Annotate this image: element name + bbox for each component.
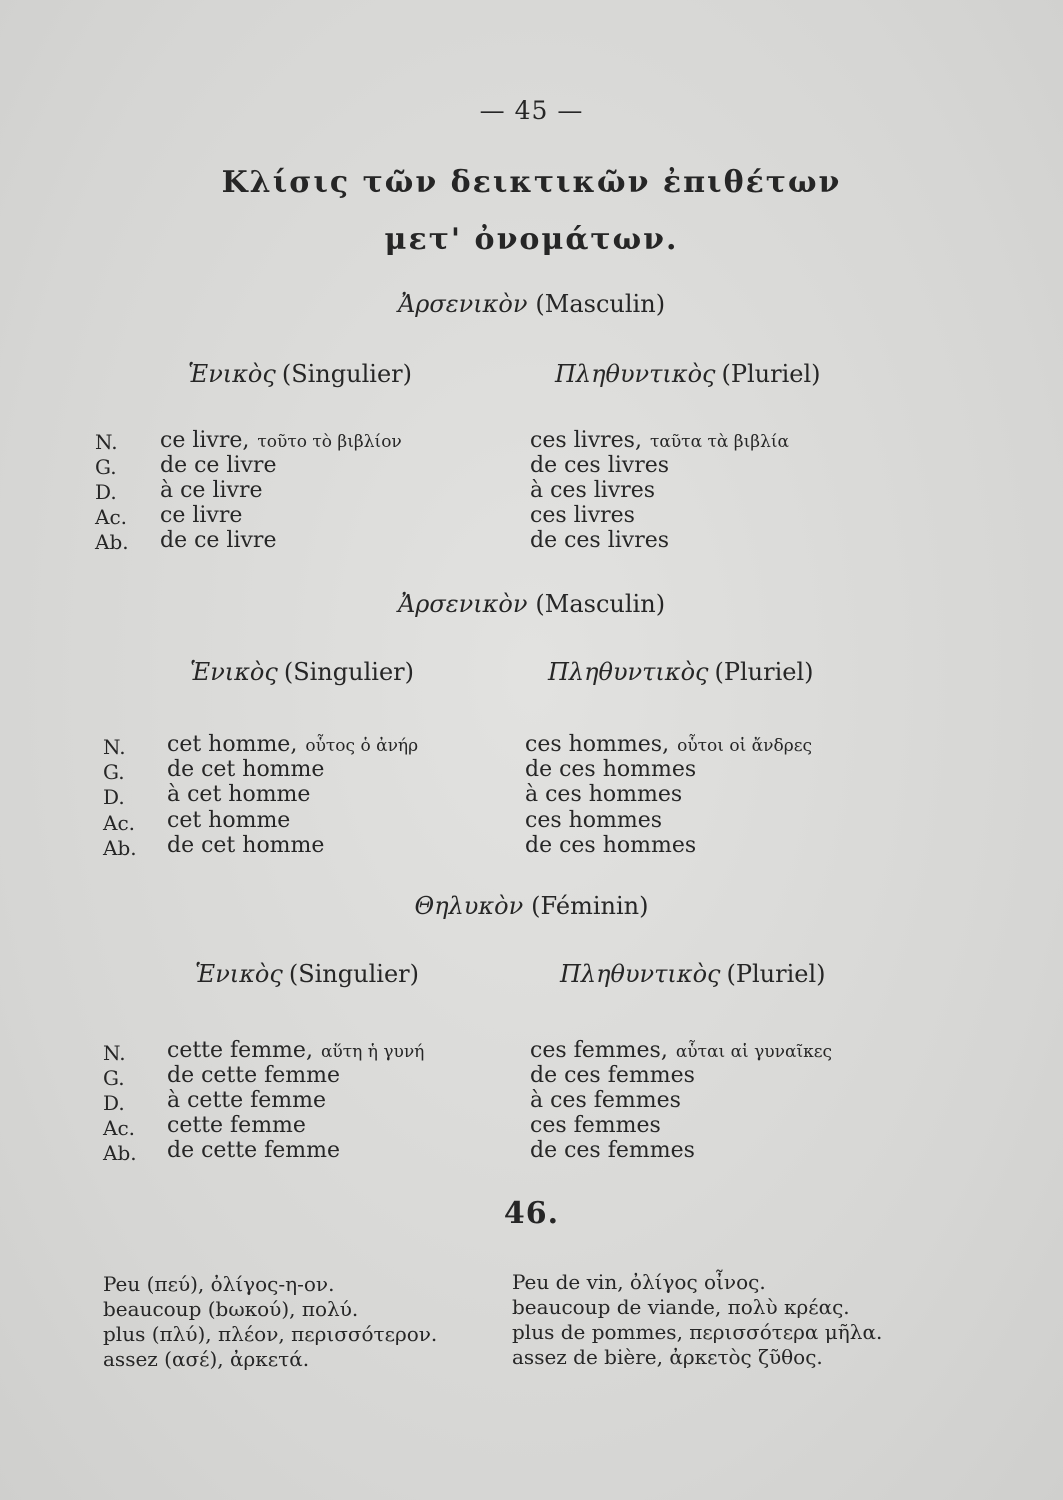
- singular-form: à ce livre: [160, 478, 263, 503]
- singular-form-text: ce livre,: [160, 428, 250, 453]
- plural-form: de ces livres: [530, 453, 670, 478]
- plural-greek-gloss: οὗτοι οἱ ἄνδρες: [677, 736, 813, 756]
- plural-form: de ces hommes: [525, 833, 697, 858]
- vocab-right-item: plus de pommes, περισσότερα μῆλα.: [512, 1320, 883, 1344]
- plural-form: [525, 732, 812, 757]
- section-3-singular-greek: Ἑνικὸς: [195, 960, 283, 988]
- section-2-plural-greek: Πληθυντικὸς: [548, 658, 709, 686]
- section-2-gender-heading: [0, 590, 1063, 618]
- section-1-gender-heading: [0, 290, 1063, 318]
- vocab-left-item: assez (ασέ), ἀρκετά.: [103, 1347, 310, 1371]
- singular-form: à cette femme: [167, 1088, 327, 1113]
- case-label: Ab.: [103, 836, 137, 860]
- page-number: — 45 —: [479, 96, 584, 125]
- plural-form: ces hommes: [525, 808, 663, 833]
- section-3-gender-heading: [0, 892, 1063, 920]
- plural-form: à ces livres: [530, 478, 656, 503]
- singular-form: de ce livre: [160, 453, 277, 478]
- case-label: Ab.: [95, 530, 129, 554]
- case-label: G.: [103, 760, 125, 784]
- page-title-line-2: μετ' ὀνομάτων.: [384, 222, 679, 257]
- section-3-plural-greek: Πληθυντικὸς: [560, 960, 721, 988]
- plural-form: de ces livres: [530, 528, 670, 553]
- section-2-singular-heading: [190, 658, 414, 686]
- singular-form: [160, 428, 402, 453]
- plural-form-text: ces femmes,: [530, 1038, 668, 1063]
- case-label: G.: [95, 455, 117, 479]
- section-1-plural-fr: (Pluriel): [721, 360, 821, 388]
- section-2-gender-fr: (Masculin): [535, 590, 666, 618]
- plural-form: ces livres: [530, 503, 635, 528]
- singular-form: cette femme: [167, 1113, 306, 1138]
- section-3-gender-fr: (Féminin): [531, 892, 649, 920]
- section-46-heading: 46.: [503, 1196, 560, 1231]
- plural-form: ces femmes: [530, 1113, 661, 1138]
- singular-form: de cet homme: [167, 833, 325, 858]
- section-1-plural-heading: [555, 360, 821, 388]
- plural-greek-gloss: ταῦτα τὰ βιβλία: [649, 432, 789, 452]
- case-label: D.: [103, 785, 125, 809]
- vocab-left-item: beaucoup (bωκού), πολύ.: [103, 1297, 359, 1321]
- section-1-singular-fr: (Singulier): [281, 360, 412, 388]
- case-label: D.: [103, 1091, 125, 1115]
- plural-form-text: ces hommes,: [525, 732, 670, 757]
- singular-greek-gloss: τοῦτο τὸ βιβλίον: [257, 432, 402, 452]
- section-2-singular-greek: Ἑνικὸς: [190, 658, 278, 686]
- plural-form: de ces hommes: [525, 757, 697, 782]
- singular-greek-gloss: αὕτη ἡ γυνή: [320, 1042, 425, 1062]
- section-1-gender-greek: Ἀρσενικὸν: [397, 290, 528, 318]
- section-2-plural-heading: [548, 658, 814, 686]
- singular-form: ce livre: [160, 503, 243, 528]
- plural-form: [530, 428, 789, 453]
- section-2-singular-fr: (Singulier): [283, 658, 414, 686]
- plural-form-text: ces livres,: [530, 428, 642, 453]
- section-3-plural-fr: (Pluriel): [726, 960, 826, 988]
- section-3-plural-heading: [560, 960, 826, 988]
- section-1-singular-greek: Ἑνικὸς: [188, 360, 276, 388]
- section-1-singular-heading: [188, 360, 412, 388]
- case-label: N.: [95, 430, 118, 454]
- singular-form: de cette femme: [167, 1138, 341, 1163]
- plural-form: de ces femmes: [530, 1063, 695, 1088]
- section-1-plural-greek: Πληθυντικὸς: [555, 360, 716, 388]
- case-label: N.: [103, 1041, 126, 1065]
- case-label: G.: [103, 1066, 125, 1090]
- singular-form-text: cet homme,: [167, 732, 298, 757]
- singular-form: de cet homme: [167, 757, 325, 782]
- section-1-gender-fr: (Masculin): [535, 290, 666, 318]
- section-3-singular-heading: [195, 960, 419, 988]
- case-label: Ab.: [103, 1141, 137, 1165]
- page-title-line-1: Κλίσις τῶν δεικτικῶν ἐπιθέτων: [221, 165, 842, 200]
- vocab-left-item: Peu (πεύ), ὀλίγος-η-ον.: [103, 1272, 335, 1296]
- vocab-left-item: plus (πλύ), πλέον, περισσότερον.: [103, 1322, 438, 1346]
- singular-form: à cet homme: [167, 782, 311, 807]
- section-2-gender-greek: Ἀρσενικὸν: [397, 590, 528, 618]
- singular-form: de cette femme: [167, 1063, 341, 1088]
- plural-form: [530, 1038, 832, 1063]
- singular-form: de ce livre: [160, 528, 277, 553]
- case-label: D.: [95, 480, 117, 504]
- singular-form: [167, 1038, 424, 1063]
- singular-greek-gloss: οὗτος ὁ ἀνήρ: [305, 736, 419, 756]
- vocab-right-item: assez de bière, ἀρκετὸς ζῦθος.: [512, 1345, 823, 1369]
- plural-greek-gloss: αὗται αἱ γυναῖκες: [675, 1042, 833, 1062]
- singular-form: cet homme: [167, 808, 291, 833]
- plural-form: de ces femmes: [530, 1138, 695, 1163]
- case-label: Ac.: [103, 1116, 136, 1140]
- singular-form: [167, 732, 418, 757]
- case-label: N.: [103, 735, 126, 759]
- vocab-right-item: Peu de vin, ὀλίγος οἶνος.: [512, 1270, 766, 1294]
- section-3-singular-fr: (Singulier): [288, 960, 419, 988]
- case-label: Ac.: [95, 505, 128, 529]
- singular-form-text: cette femme,: [167, 1038, 313, 1063]
- plural-form: à ces femmes: [530, 1088, 681, 1113]
- section-2-plural-fr: (Pluriel): [714, 658, 814, 686]
- section-3-gender-greek: Θηλυκὸν: [414, 892, 524, 920]
- plural-form: à ces hommes: [525, 782, 683, 807]
- case-label: Ac.: [103, 811, 136, 835]
- vocab-right-item: beaucoup de viande, πολὺ κρέας.: [512, 1295, 850, 1319]
